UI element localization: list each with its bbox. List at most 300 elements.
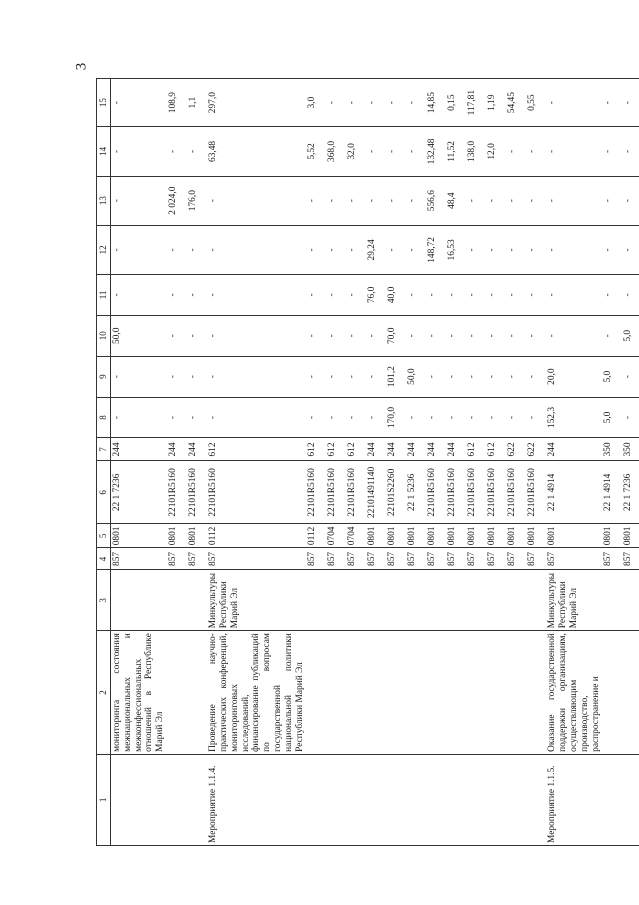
cell-col-12: - bbox=[486, 225, 506, 274]
cell-col-5: 0704 bbox=[346, 524, 366, 548]
table-body bbox=[111, 79, 639, 846]
cell-col-1 bbox=[111, 754, 168, 845]
cell-col-14: - bbox=[506, 127, 526, 176]
cell-col-4: 857 bbox=[111, 548, 168, 570]
cell-col-1 bbox=[466, 754, 486, 845]
cell-col-8: - bbox=[446, 397, 466, 438]
cell-col-6: 22101R5160 bbox=[306, 461, 326, 524]
cell-col-10: 5,0 bbox=[622, 315, 639, 356]
cell-col-6: 22101R5160 bbox=[486, 461, 506, 524]
cell-col-14: - bbox=[111, 127, 168, 176]
cell-col-7: 350 bbox=[622, 438, 639, 461]
cell-col-5: 0801 bbox=[426, 524, 446, 548]
cell-col-5: 0112 bbox=[306, 524, 326, 548]
cell-col-9: 101,2 bbox=[386, 356, 406, 397]
cell-col-1 bbox=[486, 754, 506, 845]
cell-col-2 bbox=[366, 631, 386, 755]
cell-col-4: 857 bbox=[326, 548, 346, 570]
cell-col-13: - bbox=[346, 176, 366, 225]
cell-col-4: 857 bbox=[622, 548, 639, 570]
cell-col-1 bbox=[167, 754, 187, 845]
cell-col-13: - bbox=[366, 176, 386, 225]
cell-col-9: - bbox=[187, 356, 207, 397]
cell-col-6: 22101R5160 bbox=[187, 461, 207, 524]
cell-col-2 bbox=[602, 631, 622, 755]
cell-col-12: - bbox=[346, 225, 366, 274]
cell-col-13: 556,6 bbox=[426, 176, 446, 225]
cell-col-14: - bbox=[366, 127, 386, 176]
cell-col-7: 244 bbox=[187, 438, 207, 461]
cell-col-15: - bbox=[346, 79, 366, 127]
cell-col-13: - bbox=[622, 176, 639, 225]
cell-col-15: - bbox=[111, 79, 168, 127]
cell-col-8: - bbox=[466, 397, 486, 438]
cell-col-5: 0801 bbox=[546, 524, 602, 548]
cell-col-2 bbox=[526, 631, 546, 755]
cell-col-13: 2 024,0 bbox=[167, 176, 187, 225]
cell-col-1 bbox=[622, 754, 639, 845]
cell-col-9: - bbox=[426, 356, 446, 397]
cell-col-2 bbox=[486, 631, 506, 755]
cell-col-10: - bbox=[306, 315, 326, 356]
cell-col-12: 29,24 bbox=[366, 225, 386, 274]
table-row bbox=[446, 79, 466, 846]
cell-col-3 bbox=[111, 570, 168, 631]
table-row bbox=[326, 79, 346, 846]
cell-col-11: - bbox=[426, 275, 446, 316]
cell-col-8: - bbox=[426, 397, 446, 438]
cell-col-7: 350 bbox=[602, 438, 622, 461]
cell-col-2 bbox=[446, 631, 466, 755]
cell-col-7: 244 bbox=[406, 438, 426, 461]
cell-col-14: 138,0 bbox=[466, 127, 486, 176]
cell-col-15: 54,45 bbox=[506, 79, 526, 127]
cell-col-5: 0112 bbox=[207, 524, 306, 548]
cell-col-5: 0801 bbox=[526, 524, 546, 548]
cell-col-8: - bbox=[506, 397, 526, 438]
table-row bbox=[506, 79, 526, 846]
cell-col-13: - bbox=[406, 176, 426, 225]
cell-col-8: - bbox=[346, 397, 366, 438]
column-header-3: 3 bbox=[97, 570, 111, 631]
cell-col-12: - bbox=[622, 225, 639, 274]
budget-table bbox=[96, 78, 639, 846]
cell-col-3 bbox=[326, 570, 346, 631]
table-row bbox=[602, 79, 622, 846]
cell-col-5: 0801 bbox=[111, 524, 168, 548]
cell-col-4: 857 bbox=[602, 548, 622, 570]
cell-col-2 bbox=[346, 631, 366, 755]
cell-col-8: - bbox=[207, 397, 306, 438]
cell-col-11: - bbox=[306, 275, 326, 316]
cell-col-6: 22101R5160 bbox=[167, 461, 187, 524]
column-header-7: 7 bbox=[97, 438, 111, 461]
cell-col-5: 0801 bbox=[386, 524, 406, 548]
cell-col-10: - bbox=[446, 315, 466, 356]
table-row bbox=[406, 79, 426, 846]
cell-col-3 bbox=[386, 570, 406, 631]
cell-col-4: 857 bbox=[167, 548, 187, 570]
cell-col-3 bbox=[366, 570, 386, 631]
cell-col-3 bbox=[167, 570, 187, 631]
cell-col-4: 857 bbox=[446, 548, 466, 570]
cell-col-8: - bbox=[366, 397, 386, 438]
cell-col-3 bbox=[187, 570, 207, 631]
cell-col-6: 22101R5160 bbox=[506, 461, 526, 524]
cell-col-1 bbox=[366, 754, 386, 845]
cell-col-13: - bbox=[506, 176, 526, 225]
cell-col-5: 0801 bbox=[486, 524, 506, 548]
cell-col-7: 612 bbox=[326, 438, 346, 461]
cell-col-8: - bbox=[406, 397, 426, 438]
cell-col-1 bbox=[187, 754, 207, 845]
cell-col-8: - bbox=[167, 397, 187, 438]
cell-col-8: - bbox=[111, 397, 168, 438]
cell-col-9: 50,0 bbox=[406, 356, 426, 397]
cell-col-6: 22101R5160 bbox=[446, 461, 466, 524]
cell-col-4: 857 bbox=[187, 548, 207, 570]
cell-col-2 bbox=[386, 631, 406, 755]
cell-col-9: - bbox=[167, 356, 187, 397]
cell-col-5: 0801 bbox=[466, 524, 486, 548]
cell-col-12: 16,53 bbox=[446, 225, 466, 274]
column-header-9: 9 bbox=[97, 356, 111, 397]
cell-col-14: - bbox=[526, 127, 546, 176]
cell-col-4: 857 bbox=[406, 548, 426, 570]
cell-col-10: - bbox=[207, 315, 306, 356]
cell-col-2: Проведение научно-практических конференций, мониторинговых исследований, финансирование публикаций по вопросам государственной национальной политики Республики Марий Эл bbox=[207, 631, 306, 755]
cell-col-7: 612 bbox=[466, 438, 486, 461]
cell-col-4: 857 bbox=[366, 548, 386, 570]
cell-col-12: - bbox=[386, 225, 406, 274]
cell-col-12: - bbox=[207, 225, 306, 274]
cell-col-8: - bbox=[187, 397, 207, 438]
cell-col-14: 368,0 bbox=[326, 127, 346, 176]
cell-col-9: - bbox=[466, 356, 486, 397]
cell-col-7: 612 bbox=[306, 438, 326, 461]
cell-col-3: Минкультуры Республики Марий Эл bbox=[207, 570, 306, 631]
cell-col-1 bbox=[406, 754, 426, 845]
cell-col-6: 22101R5160 bbox=[426, 461, 446, 524]
cell-col-3 bbox=[446, 570, 466, 631]
cell-col-3 bbox=[602, 570, 622, 631]
cell-col-1 bbox=[346, 754, 366, 845]
cell-col-1 bbox=[326, 754, 346, 845]
cell-col-6: 22 1 4914 bbox=[602, 461, 622, 524]
rotated-table-wrapper bbox=[96, 78, 634, 846]
cell-col-2 bbox=[426, 631, 446, 755]
cell-col-4: 857 bbox=[426, 548, 446, 570]
cell-col-13: - bbox=[326, 176, 346, 225]
cell-col-4: 857 bbox=[466, 548, 486, 570]
cell-col-14: - bbox=[187, 127, 207, 176]
cell-col-2 bbox=[167, 631, 187, 755]
cell-col-1: Мероприятие 1.1.5. bbox=[546, 754, 602, 845]
cell-col-14: 5,52 bbox=[306, 127, 326, 176]
column-header-14: 14 bbox=[97, 127, 111, 176]
column-header-1: 1 bbox=[97, 754, 111, 845]
cell-col-5: 0801 bbox=[622, 524, 639, 548]
cell-col-4: 857 bbox=[546, 548, 602, 570]
column-header-11: 11 bbox=[97, 275, 111, 316]
cell-col-15: 108,9 bbox=[167, 79, 187, 127]
cell-col-11: - bbox=[446, 275, 466, 316]
cell-col-4: 857 bbox=[526, 548, 546, 570]
column-number-row bbox=[97, 79, 111, 846]
cell-col-3 bbox=[406, 570, 426, 631]
cell-col-1: Мероприятие 1.1.4. bbox=[207, 754, 306, 845]
cell-col-9: - bbox=[346, 356, 366, 397]
cell-col-1 bbox=[602, 754, 622, 845]
cell-col-10: - bbox=[346, 315, 366, 356]
cell-col-14: - bbox=[602, 127, 622, 176]
cell-col-14: 12,0 bbox=[486, 127, 506, 176]
cell-col-2 bbox=[187, 631, 207, 755]
cell-col-4: 857 bbox=[346, 548, 366, 570]
cell-col-8: - bbox=[622, 397, 639, 438]
cell-col-1 bbox=[446, 754, 466, 845]
cell-col-1 bbox=[306, 754, 326, 845]
cell-col-2 bbox=[406, 631, 426, 755]
cell-col-12: - bbox=[167, 225, 187, 274]
table-row bbox=[167, 79, 187, 846]
cell-col-5: 0801 bbox=[506, 524, 526, 548]
cell-col-15: - bbox=[406, 79, 426, 127]
cell-col-14: - bbox=[167, 127, 187, 176]
cell-col-7: 244 bbox=[111, 438, 168, 461]
cell-col-15: 297,0 bbox=[207, 79, 306, 127]
cell-col-7: 244 bbox=[546, 438, 602, 461]
table-row bbox=[526, 79, 546, 846]
page-number: 3 bbox=[73, 62, 90, 71]
cell-col-14: - bbox=[406, 127, 426, 176]
cell-col-11: - bbox=[167, 275, 187, 316]
cell-col-4: 857 bbox=[306, 548, 326, 570]
cell-col-12: 148,72 bbox=[426, 225, 446, 274]
cell-col-12: - bbox=[111, 225, 168, 274]
cell-col-7: 244 bbox=[366, 438, 386, 461]
cell-col-13: - bbox=[486, 176, 506, 225]
cell-col-13: - bbox=[546, 176, 602, 225]
table-row bbox=[306, 79, 326, 846]
cell-col-10: - bbox=[526, 315, 546, 356]
cell-col-13: 48,4 bbox=[446, 176, 466, 225]
cell-col-3 bbox=[486, 570, 506, 631]
cell-col-6: 22 1 7236 bbox=[111, 461, 168, 524]
cell-col-12: - bbox=[326, 225, 346, 274]
cell-col-8: - bbox=[486, 397, 506, 438]
column-header-6: 6 bbox=[97, 461, 111, 524]
cell-col-1 bbox=[506, 754, 526, 845]
cell-col-12: - bbox=[306, 225, 326, 274]
cell-col-7: 612 bbox=[207, 438, 306, 461]
table-row bbox=[187, 79, 207, 846]
cell-col-5: 0801 bbox=[446, 524, 466, 548]
cell-col-3 bbox=[306, 570, 326, 631]
cell-col-14: - bbox=[622, 127, 639, 176]
cell-col-10: 70,0 bbox=[386, 315, 406, 356]
cell-col-5: 0801 bbox=[406, 524, 426, 548]
cell-col-3 bbox=[346, 570, 366, 631]
cell-col-15: - bbox=[326, 79, 346, 127]
cell-col-1 bbox=[426, 754, 446, 845]
cell-col-3: Минкультуры Республики Марий Эл bbox=[546, 570, 602, 631]
cell-col-13: 176,0 bbox=[187, 176, 207, 225]
cell-col-5: 0801 bbox=[602, 524, 622, 548]
cell-col-8: 152,3 bbox=[546, 397, 602, 438]
table-row bbox=[386, 79, 406, 846]
cell-col-10: - bbox=[602, 315, 622, 356]
cell-col-6: 22101S2260 bbox=[386, 461, 406, 524]
cell-col-10: - bbox=[426, 315, 446, 356]
table-row bbox=[366, 79, 386, 846]
cell-col-3 bbox=[466, 570, 486, 631]
cell-col-7: 612 bbox=[486, 438, 506, 461]
cell-col-10: 50,0 bbox=[111, 315, 168, 356]
cell-col-9: - bbox=[486, 356, 506, 397]
table-row bbox=[622, 79, 639, 846]
cell-col-10: - bbox=[366, 315, 386, 356]
table-row bbox=[111, 79, 168, 846]
cell-col-11: - bbox=[111, 275, 168, 316]
cell-col-12: - bbox=[406, 225, 426, 274]
cell-col-6: 22 1 7236 bbox=[622, 461, 639, 524]
cell-col-11: - bbox=[406, 275, 426, 316]
cell-col-11: - bbox=[207, 275, 306, 316]
cell-col-9: - bbox=[366, 356, 386, 397]
cell-col-7: 244 bbox=[446, 438, 466, 461]
cell-col-7: 622 bbox=[526, 438, 546, 461]
cell-col-11: - bbox=[622, 275, 639, 316]
cell-col-12: - bbox=[546, 225, 602, 274]
cell-col-11: - bbox=[546, 275, 602, 316]
cell-col-12: - bbox=[526, 225, 546, 274]
cell-col-7: 244 bbox=[426, 438, 446, 461]
cell-col-2 bbox=[326, 631, 346, 755]
cell-col-9: - bbox=[622, 356, 639, 397]
cell-col-15: 1,1 bbox=[187, 79, 207, 127]
cell-col-15: 117,81 bbox=[466, 79, 486, 127]
cell-col-12: - bbox=[506, 225, 526, 274]
table-row bbox=[546, 79, 602, 846]
cell-col-6: 22101R5160 bbox=[466, 461, 486, 524]
cell-col-7: 244 bbox=[167, 438, 187, 461]
cell-col-14: - bbox=[546, 127, 602, 176]
cell-col-15: 14,85 bbox=[426, 79, 446, 127]
cell-col-5: 0801 bbox=[366, 524, 386, 548]
cell-col-8: - bbox=[526, 397, 546, 438]
cell-col-6: 22101R5160 bbox=[207, 461, 306, 524]
cell-col-10: - bbox=[466, 315, 486, 356]
cell-col-3 bbox=[506, 570, 526, 631]
cell-col-7: 612 bbox=[346, 438, 366, 461]
cell-col-13: - bbox=[207, 176, 306, 225]
cell-col-2 bbox=[306, 631, 326, 755]
cell-col-4: 857 bbox=[207, 548, 306, 570]
cell-col-11: - bbox=[466, 275, 486, 316]
cell-col-15: - bbox=[602, 79, 622, 127]
cell-col-11: - bbox=[326, 275, 346, 316]
cell-col-10: - bbox=[326, 315, 346, 356]
cell-col-3 bbox=[526, 570, 546, 631]
table-row bbox=[486, 79, 506, 846]
cell-col-11: - bbox=[486, 275, 506, 316]
table-row bbox=[346, 79, 366, 846]
cell-col-1 bbox=[386, 754, 406, 845]
cell-col-15: - bbox=[386, 79, 406, 127]
column-header-2: 2 bbox=[97, 631, 111, 755]
cell-col-11: - bbox=[346, 275, 366, 316]
cell-col-12: - bbox=[187, 225, 207, 274]
cell-col-13: - bbox=[602, 176, 622, 225]
cell-col-12: - bbox=[602, 225, 622, 274]
cell-col-10: - bbox=[506, 315, 526, 356]
cell-col-9: - bbox=[506, 356, 526, 397]
cell-col-4: 857 bbox=[486, 548, 506, 570]
cell-col-15: - bbox=[366, 79, 386, 127]
cell-col-6: 22101R5160 bbox=[326, 461, 346, 524]
cell-col-8: 5,0 bbox=[602, 397, 622, 438]
cell-col-9: 5,0 bbox=[602, 356, 622, 397]
cell-col-12: - bbox=[466, 225, 486, 274]
cell-col-14: 132,48 bbox=[426, 127, 446, 176]
column-header-5: 5 bbox=[97, 524, 111, 548]
cell-col-14: - bbox=[386, 127, 406, 176]
cell-col-13: - bbox=[466, 176, 486, 225]
cell-col-6: 22101R5160 bbox=[526, 461, 546, 524]
cell-col-10: - bbox=[486, 315, 506, 356]
cell-col-6: 22101491140 bbox=[366, 461, 386, 524]
cell-col-14: 11,52 bbox=[446, 127, 466, 176]
cell-col-3 bbox=[622, 570, 639, 631]
cell-col-2: Оказание государственной поддержки организациям, осуществляющим производство, распространение и bbox=[546, 631, 602, 755]
cell-col-9: - bbox=[526, 356, 546, 397]
cell-col-5: 0704 bbox=[326, 524, 346, 548]
cell-col-7: 244 bbox=[386, 438, 406, 461]
cell-col-6: 22 1 5236 bbox=[406, 461, 426, 524]
cell-col-9: - bbox=[446, 356, 466, 397]
cell-col-14: 63,48 bbox=[207, 127, 306, 176]
cell-col-15: 1,19 bbox=[486, 79, 506, 127]
cell-col-13: - bbox=[386, 176, 406, 225]
cell-col-11: - bbox=[187, 275, 207, 316]
cell-col-10: - bbox=[167, 315, 187, 356]
cell-col-1 bbox=[526, 754, 546, 845]
column-header-10: 10 bbox=[97, 315, 111, 356]
cell-col-6: 22 1 4914 bbox=[546, 461, 602, 524]
cell-col-9: 20,0 bbox=[546, 356, 602, 397]
cell-col-13: - bbox=[526, 176, 546, 225]
cell-col-7: 622 bbox=[506, 438, 526, 461]
cell-col-14: 32,0 bbox=[346, 127, 366, 176]
column-header-4: 4 bbox=[97, 548, 111, 570]
cell-col-15: - bbox=[546, 79, 602, 127]
cell-col-6: 22101R5160 bbox=[346, 461, 366, 524]
cell-col-15: - bbox=[622, 79, 639, 127]
cell-col-3 bbox=[426, 570, 446, 631]
column-header-8: 8 bbox=[97, 397, 111, 438]
cell-col-10: - bbox=[546, 315, 602, 356]
cell-col-8: 170,0 bbox=[386, 397, 406, 438]
cell-col-9: - bbox=[111, 356, 168, 397]
column-header-12: 12 bbox=[97, 225, 111, 274]
cell-col-2 bbox=[506, 631, 526, 755]
cell-col-11: 40,0 bbox=[386, 275, 406, 316]
cell-col-13: - bbox=[306, 176, 326, 225]
table-row bbox=[426, 79, 446, 846]
cell-col-9: - bbox=[306, 356, 326, 397]
cell-col-8: - bbox=[326, 397, 346, 438]
